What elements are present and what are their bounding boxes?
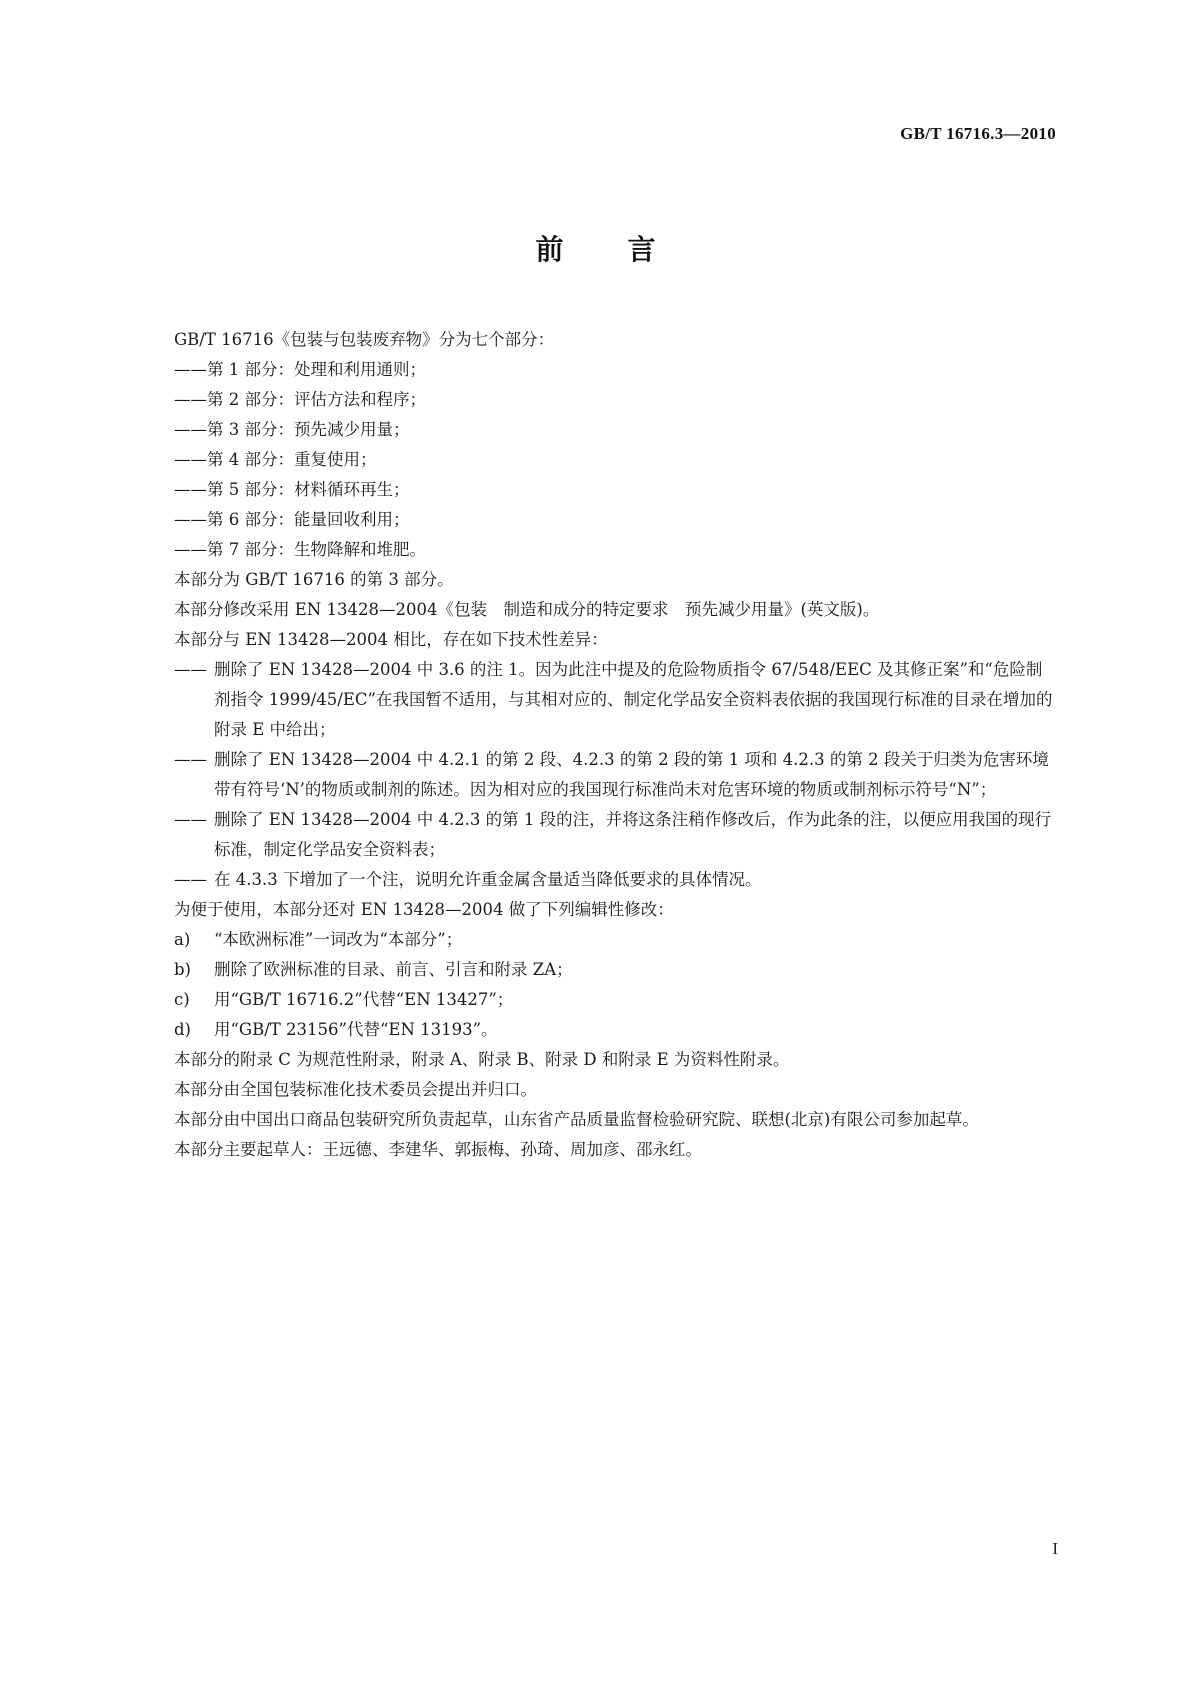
proposed-paragraph: 本部分由全国包装标准化技术委员会提出并归口。 <box>174 1080 537 1099</box>
standard-code: GB/T 16716.3—2010 <box>900 124 1056 143</box>
difference-item <box>124 805 1054 865</box>
part-list-item: ——第 4 部分：重复使用； <box>174 450 377 469</box>
enum-mark: a) <box>174 930 191 949</box>
edit-item <box>124 955 1054 985</box>
edit-text: 用“GB/T 16716.2”代替“EN 13427”； <box>214 990 514 1009</box>
adoption-paragraph: 本部分修改采用 EN 13428—2004《包装 制造和成分的特定要求 预先减少用量》(英文版)。 <box>174 600 880 619</box>
part-list-item: ——第 3 部分：预先减少用量； <box>174 420 410 439</box>
edit-item <box>124 985 1054 1015</box>
edits-intro: 为便于使用，本部分还对 EN 13428—2004 做了下列编辑性修改： <box>174 900 674 919</box>
drafters-paragraph: 本部分主要起草人：王远德、李建华、郭振梅、孙琦、周加彦、邵永红。 <box>174 1140 702 1159</box>
part-list-item: ——第 2 部分：评估方法和程序； <box>174 390 426 409</box>
dash-mark: —— <box>174 870 207 889</box>
dash-mark: —— <box>174 660 207 679</box>
difference-text: 删除了 EN 13428—2004 中 3.6 的注 1。因为此注中提及的危险物质指令 67/548/EEC 及其修正案”和“危险制剂指令 1999/45/EC”在我国暂不适用，与其相对应的、制定化学品安全资料表依据的我国现行标准的目录在增加的附录 E 中给出； <box>214 660 1053 739</box>
page-title: 前言 <box>535 233 720 266</box>
intro-paragraph: GB/T 16716《包装与包装废弃物》分为七个部分： <box>174 330 555 349</box>
difference-item <box>124 865 1054 895</box>
enum-mark: c) <box>174 990 190 1009</box>
edit-text: 用“GB/T 23156”代替“EN 13193”。 <box>214 1020 498 1039</box>
edit-item <box>124 1015 1054 1045</box>
part-list-item: ——第 6 部分：能量回收利用； <box>174 510 410 529</box>
drafted-paragraph: 本部分由中国出口商品包装研究所负责起草，山东省产品质量监督检验研究院、联想(北京)有限公司参加起草。 <box>174 1110 979 1129</box>
page-number: I <box>1052 1539 1058 1558</box>
part-list-item: ——第 5 部分：材料循环再生； <box>174 480 410 499</box>
differences-intro: 本部分与 EN 13428—2004 相比，存在如下技术性差异： <box>174 630 608 649</box>
part-list-item: ——第 7 部分：生物降解和堆肥。 <box>174 540 426 559</box>
difference-item <box>124 745 1054 805</box>
difference-item <box>124 655 1054 745</box>
part-list-item: ——第 1 部分：处理和利用通则； <box>174 360 426 379</box>
part-of-paragraph: 本部分为 GB/T 16716 的第 3 部分。 <box>174 570 454 589</box>
annex-paragraph: 本部分的附录 C 为规范性附录，附录 A、附录 B、附录 D 和附录 E 为资料性附录。 <box>174 1050 790 1069</box>
difference-text: 在 4.3.3 下增加了一个注，说明允许重金属含量适当降低要求的具体情况。 <box>214 870 762 889</box>
edit-text: “本欧洲标准”一词改为“本部分”； <box>214 930 463 949</box>
difference-text: 删除了 EN 13428—2004 中 4.2.1 的第 2 段、4.2.3 的第 2 段的第 1 项和 4.2.3 的第 2 段关于归类为危害环境带有符号‘N’的物质或制剂的陈述。因为相对应的我国现行标准尚未对危害环境的物质或制剂标示符号“N”； <box>214 750 1049 799</box>
enum-mark: d) <box>174 1020 191 1039</box>
difference-text: 删除了 EN 13428—2004 中 4.2.3 的第 1 段的注，并将这条注稍作修改后，作为此条的注，以便应用我国的现行标准，制定化学品安全资料表； <box>214 810 1052 859</box>
enum-mark: b) <box>174 960 191 979</box>
dash-mark: —— <box>174 750 207 769</box>
edit-text: 删除了欧洲标准的目录、前言、引言和附录 ZA； <box>214 960 573 979</box>
edit-item <box>124 925 1054 955</box>
foreword-body <box>124 325 1054 1165</box>
dash-mark: —— <box>174 810 207 829</box>
